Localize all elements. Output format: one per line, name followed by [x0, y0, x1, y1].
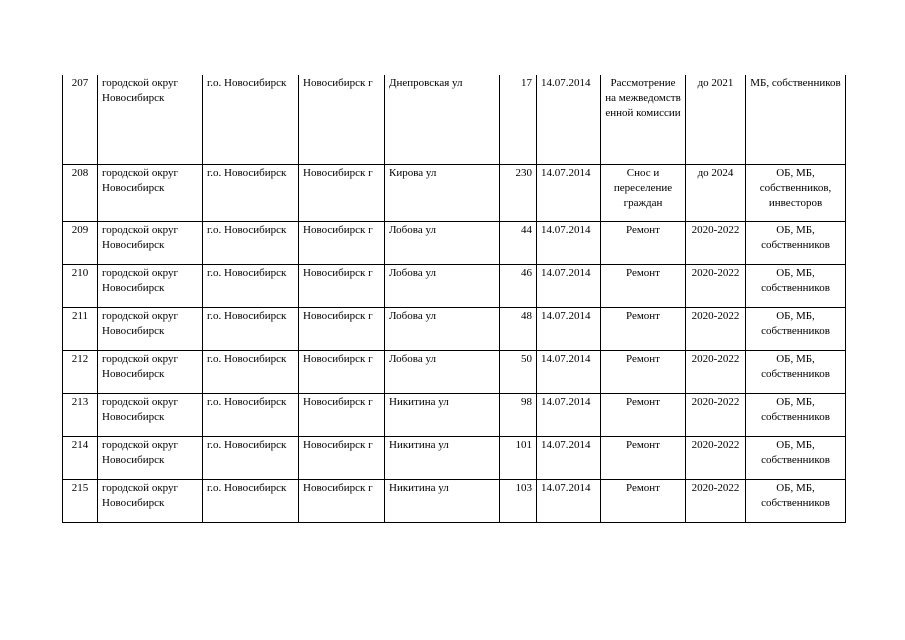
- locality-cell: Новосибирск г: [299, 479, 385, 522]
- locality-cell: Новосибирск г: [299, 164, 385, 221]
- measure-cell: Ремонт: [601, 436, 686, 479]
- municipality-cell: городской округ Новосибирск: [98, 164, 203, 221]
- date-cell: 14.07.2014: [537, 307, 601, 350]
- house-number-cell: 230: [500, 164, 537, 221]
- measure-cell: Ремонт: [601, 350, 686, 393]
- funding-cell: ОБ, МБ, собственников: [746, 307, 846, 350]
- measure-cell: Ремонт: [601, 264, 686, 307]
- funding-cell: ОБ, МБ, собственников: [746, 221, 846, 264]
- municipality-cell: городской округ Новосибирск: [98, 393, 203, 436]
- table-row: [63, 221, 846, 264]
- settlement-cell: г.о. Новосибирск: [203, 75, 299, 164]
- date-cell: 14.07.2014: [537, 393, 601, 436]
- municipality-cell: городской округ Новосибирск: [98, 75, 203, 164]
- locality-cell: Новосибирск г: [299, 75, 385, 164]
- street-cell: Лобова ул: [385, 264, 500, 307]
- housing-registry-table: [62, 75, 846, 523]
- measure-cell: Ремонт: [601, 393, 686, 436]
- locality-cell: Новосибирск г: [299, 393, 385, 436]
- municipality-cell: городской округ Новосибирск: [98, 221, 203, 264]
- settlement-cell: г.о. Новосибирск: [203, 393, 299, 436]
- row-number: 212: [63, 350, 98, 393]
- settlement-cell: г.о. Новосибирск: [203, 350, 299, 393]
- deadline-cell: 2020-2022: [686, 436, 746, 479]
- house-number-cell: 101: [500, 436, 537, 479]
- municipality-cell: городской округ Новосибирск: [98, 350, 203, 393]
- row-number: 215: [63, 479, 98, 522]
- deadline-cell: до 2024: [686, 164, 746, 221]
- funding-cell: ОБ, МБ, собственников: [746, 479, 846, 522]
- locality-cell: Новосибирск г: [299, 350, 385, 393]
- street-cell: Никитина ул: [385, 393, 500, 436]
- table-row: [63, 75, 846, 164]
- table-row: [63, 436, 846, 479]
- settlement-cell: г.о. Новосибирск: [203, 479, 299, 522]
- deadline-cell: 2020-2022: [686, 221, 746, 264]
- house-number-cell: 17: [500, 75, 537, 164]
- municipality-cell: городской округ Новосибирск: [98, 264, 203, 307]
- deadline-cell: 2020-2022: [686, 393, 746, 436]
- date-cell: 14.07.2014: [537, 479, 601, 522]
- table-row: [63, 307, 846, 350]
- street-cell: Лобова ул: [385, 307, 500, 350]
- table-row: [63, 393, 846, 436]
- row-number: 210: [63, 264, 98, 307]
- date-cell: 14.07.2014: [537, 164, 601, 221]
- date-cell: 14.07.2014: [537, 75, 601, 164]
- measure-cell: Ремонт: [601, 479, 686, 522]
- deadline-cell: 2020-2022: [686, 350, 746, 393]
- funding-cell: ОБ, МБ, собственников, инвесторов: [746, 164, 846, 221]
- settlement-cell: г.о. Новосибирск: [203, 164, 299, 221]
- street-cell: Лобова ул: [385, 350, 500, 393]
- measure-cell: Ремонт: [601, 221, 686, 264]
- house-number-cell: 98: [500, 393, 537, 436]
- row-number: 214: [63, 436, 98, 479]
- row-number: 207: [63, 75, 98, 164]
- date-cell: 14.07.2014: [537, 436, 601, 479]
- deadline-cell: 2020-2022: [686, 307, 746, 350]
- funding-cell: ОБ, МБ, собственников: [746, 264, 846, 307]
- funding-cell: МБ, собственников: [746, 75, 846, 164]
- table-row: [63, 350, 846, 393]
- municipality-cell: городской округ Новосибирск: [98, 436, 203, 479]
- municipality-cell: городской округ Новосибирск: [98, 479, 203, 522]
- settlement-cell: г.о. Новосибирск: [203, 264, 299, 307]
- measure-cell: Ремонт: [601, 307, 686, 350]
- house-number-cell: 48: [500, 307, 537, 350]
- house-number-cell: 50: [500, 350, 537, 393]
- street-cell: Лобова ул: [385, 221, 500, 264]
- locality-cell: Новосибирск г: [299, 436, 385, 479]
- municipality-cell: городской округ Новосибирск: [98, 307, 203, 350]
- table-row: [63, 164, 846, 221]
- date-cell: 14.07.2014: [537, 264, 601, 307]
- locality-cell: Новосибирск г: [299, 221, 385, 264]
- house-number-cell: 44: [500, 221, 537, 264]
- settlement-cell: г.о. Новосибирск: [203, 221, 299, 264]
- house-number-cell: 103: [500, 479, 537, 522]
- settlement-cell: г.о. Новосибирск: [203, 307, 299, 350]
- locality-cell: Новосибирск г: [299, 307, 385, 350]
- deadline-cell: до 2021: [686, 75, 746, 164]
- deadline-cell: 2020-2022: [686, 479, 746, 522]
- measure-cell: Снос и переселение граждан: [601, 164, 686, 221]
- funding-cell: ОБ, МБ, собственников: [746, 350, 846, 393]
- funding-cell: ОБ, МБ, собственников: [746, 393, 846, 436]
- table-row: [63, 479, 846, 522]
- date-cell: 14.07.2014: [537, 350, 601, 393]
- date-cell: 14.07.2014: [537, 221, 601, 264]
- funding-cell: ОБ, МБ, собственников: [746, 436, 846, 479]
- street-cell: Никитина ул: [385, 479, 500, 522]
- row-number: 209: [63, 221, 98, 264]
- deadline-cell: 2020-2022: [686, 264, 746, 307]
- house-number-cell: 46: [500, 264, 537, 307]
- measure-cell: Рассмотрение на межведомств енной комиссии: [601, 75, 686, 164]
- street-cell: Никитина ул: [385, 436, 500, 479]
- locality-cell: Новосибирск г: [299, 264, 385, 307]
- row-number: 213: [63, 393, 98, 436]
- table-row: [63, 264, 846, 307]
- row-number: 211: [63, 307, 98, 350]
- street-cell: Днепровская ул: [385, 75, 500, 164]
- row-number: 208: [63, 164, 98, 221]
- settlement-cell: г.о. Новосибирск: [203, 436, 299, 479]
- street-cell: Кирова ул: [385, 164, 500, 221]
